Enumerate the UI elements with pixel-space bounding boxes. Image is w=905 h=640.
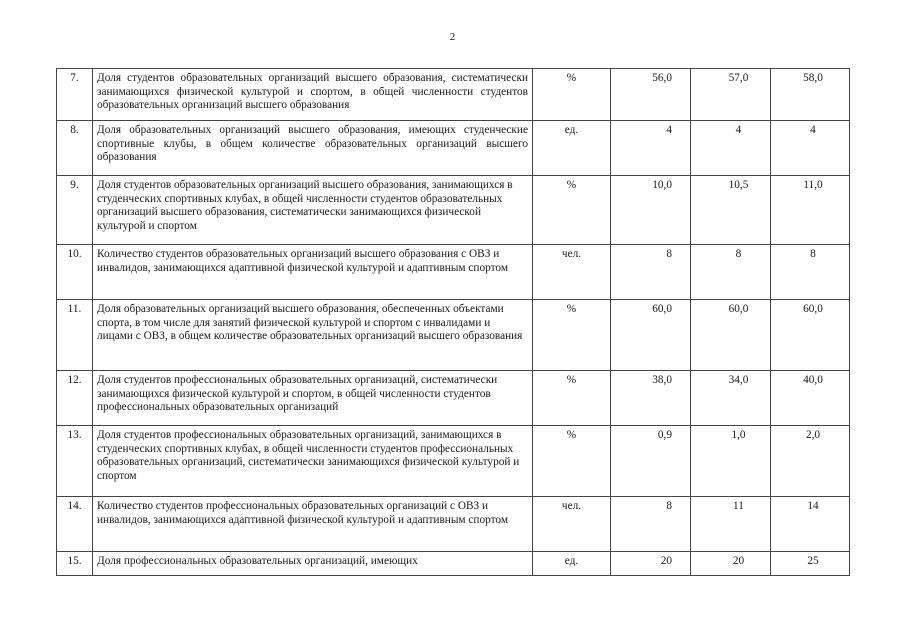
value-cell-3: 40,0	[771, 371, 850, 426]
row-number: 14.	[57, 497, 93, 552]
indicator-text: Доля профессиональных образовательных организаций, имеющих	[93, 552, 533, 576]
value-cell-1: 8	[611, 497, 691, 552]
value-cell-3: 8	[771, 245, 850, 300]
value-cell-3: 2,0	[771, 426, 850, 497]
table-row	[57, 245, 850, 300]
row-number: 10.	[57, 245, 93, 300]
value-cell-2: 20	[691, 552, 771, 576]
indicator-text: Доля студентов профессиональных образовательных организаций, систематически занимающихся физической культурой и спортом, в общей численности студентов профессиональных образовательных организаций	[93, 371, 533, 426]
indicator-text: Доля студентов профессиональных образовательных организаций, занимающихся в студенческих спортивных клубах, в общей численности студентов профессиональных образовательных организаций, систематически занимающихся физической культурой и спортом	[93, 426, 533, 497]
value-cell-3: 60,0	[771, 300, 850, 371]
value-cell-1: 56,0	[611, 69, 691, 121]
table-row	[57, 121, 850, 176]
value-cell-3: 25	[771, 552, 850, 576]
value-cell-2: 34,0	[691, 371, 771, 426]
table-row	[57, 426, 850, 497]
value-cell-2: 10,5	[691, 176, 771, 245]
value-cell-3: 58,0	[771, 69, 850, 121]
value-cell-2: 8	[691, 245, 771, 300]
indicators-table	[56, 68, 850, 576]
unit-cell: %	[533, 69, 611, 121]
page-number: 2	[449, 31, 456, 43]
row-number: 13.	[57, 426, 93, 497]
unit-cell: %	[533, 371, 611, 426]
row-number: 15.	[57, 552, 93, 576]
row-number: 12.	[57, 371, 93, 426]
value-cell-2: 57,0	[691, 69, 771, 121]
table-row	[57, 552, 850, 576]
row-number: 9.	[57, 176, 93, 245]
value-cell-2: 4	[691, 121, 771, 176]
indicator-text: Доля образовательных организаций высшего образования, обеспеченных объектами спорта, в том числе для занятий физической культурой и спортом с инвалидами и лицами с ОВЗ, в общем количестве образовательных организаций высшего образования	[93, 300, 533, 371]
value-cell-1: 4	[611, 121, 691, 176]
indicator-text: Количество студентов образовательных организаций высшего образования с ОВЗ и инвалидов, занимающихся адаптивной физической культурой и адаптивным спортом	[93, 245, 533, 300]
unit-cell: ед.	[533, 552, 611, 576]
unit-cell: чел.	[533, 497, 611, 552]
unit-cell: ед.	[533, 121, 611, 176]
unit-cell: %	[533, 300, 611, 371]
value-cell-2: 11	[691, 497, 771, 552]
row-number: 8.	[57, 121, 93, 176]
value-cell-3: 4	[771, 121, 850, 176]
value-cell-2: 1,0	[691, 426, 771, 497]
row-number: 11.	[57, 300, 93, 371]
table-row	[57, 176, 850, 245]
table-row	[57, 371, 850, 426]
table-row	[57, 69, 850, 121]
indicator-text: Доля образовательных организаций высшего образования, имеющих студенческие спортивные клубы, в общем количестве образовательных организаций высшего образования	[93, 121, 533, 176]
value-cell-1: 38,0	[611, 371, 691, 426]
row-number: 7.	[57, 69, 93, 121]
value-cell-1: 0,9	[611, 426, 691, 497]
indicator-text: Количество студентов профессиональных образовательных организаций с ОВЗ и инвалидов, занимающихся адаптивной физической культурой и адаптивным спортом	[93, 497, 533, 552]
table-row	[57, 300, 850, 371]
indicator-text: Доля студентов образовательных организаций высшего образования, систематически занимающихся физической культурой и спортом, в общей численности студентов образовательных организаций высшего образования	[93, 69, 533, 121]
value-cell-3: 11,0	[771, 176, 850, 245]
value-cell-1: 8	[611, 245, 691, 300]
value-cell-2: 60,0	[691, 300, 771, 371]
indicator-text: Доля студентов образовательных организаций высшего образования, занимающихся в студенческих спортивных клубах, в общей численности студентов образовательных организаций высшего образования, систематически занимающихся физической культурой и спортом	[93, 176, 533, 245]
unit-cell: %	[533, 176, 611, 245]
value-cell-1: 20	[611, 552, 691, 576]
unit-cell: чел.	[533, 245, 611, 300]
indicators-table-body	[57, 69, 850, 576]
table-row	[57, 497, 850, 552]
value-cell-3: 14	[771, 497, 850, 552]
unit-cell: %	[533, 426, 611, 497]
value-cell-1: 60,0	[611, 300, 691, 371]
value-cell-1: 10,0	[611, 176, 691, 245]
